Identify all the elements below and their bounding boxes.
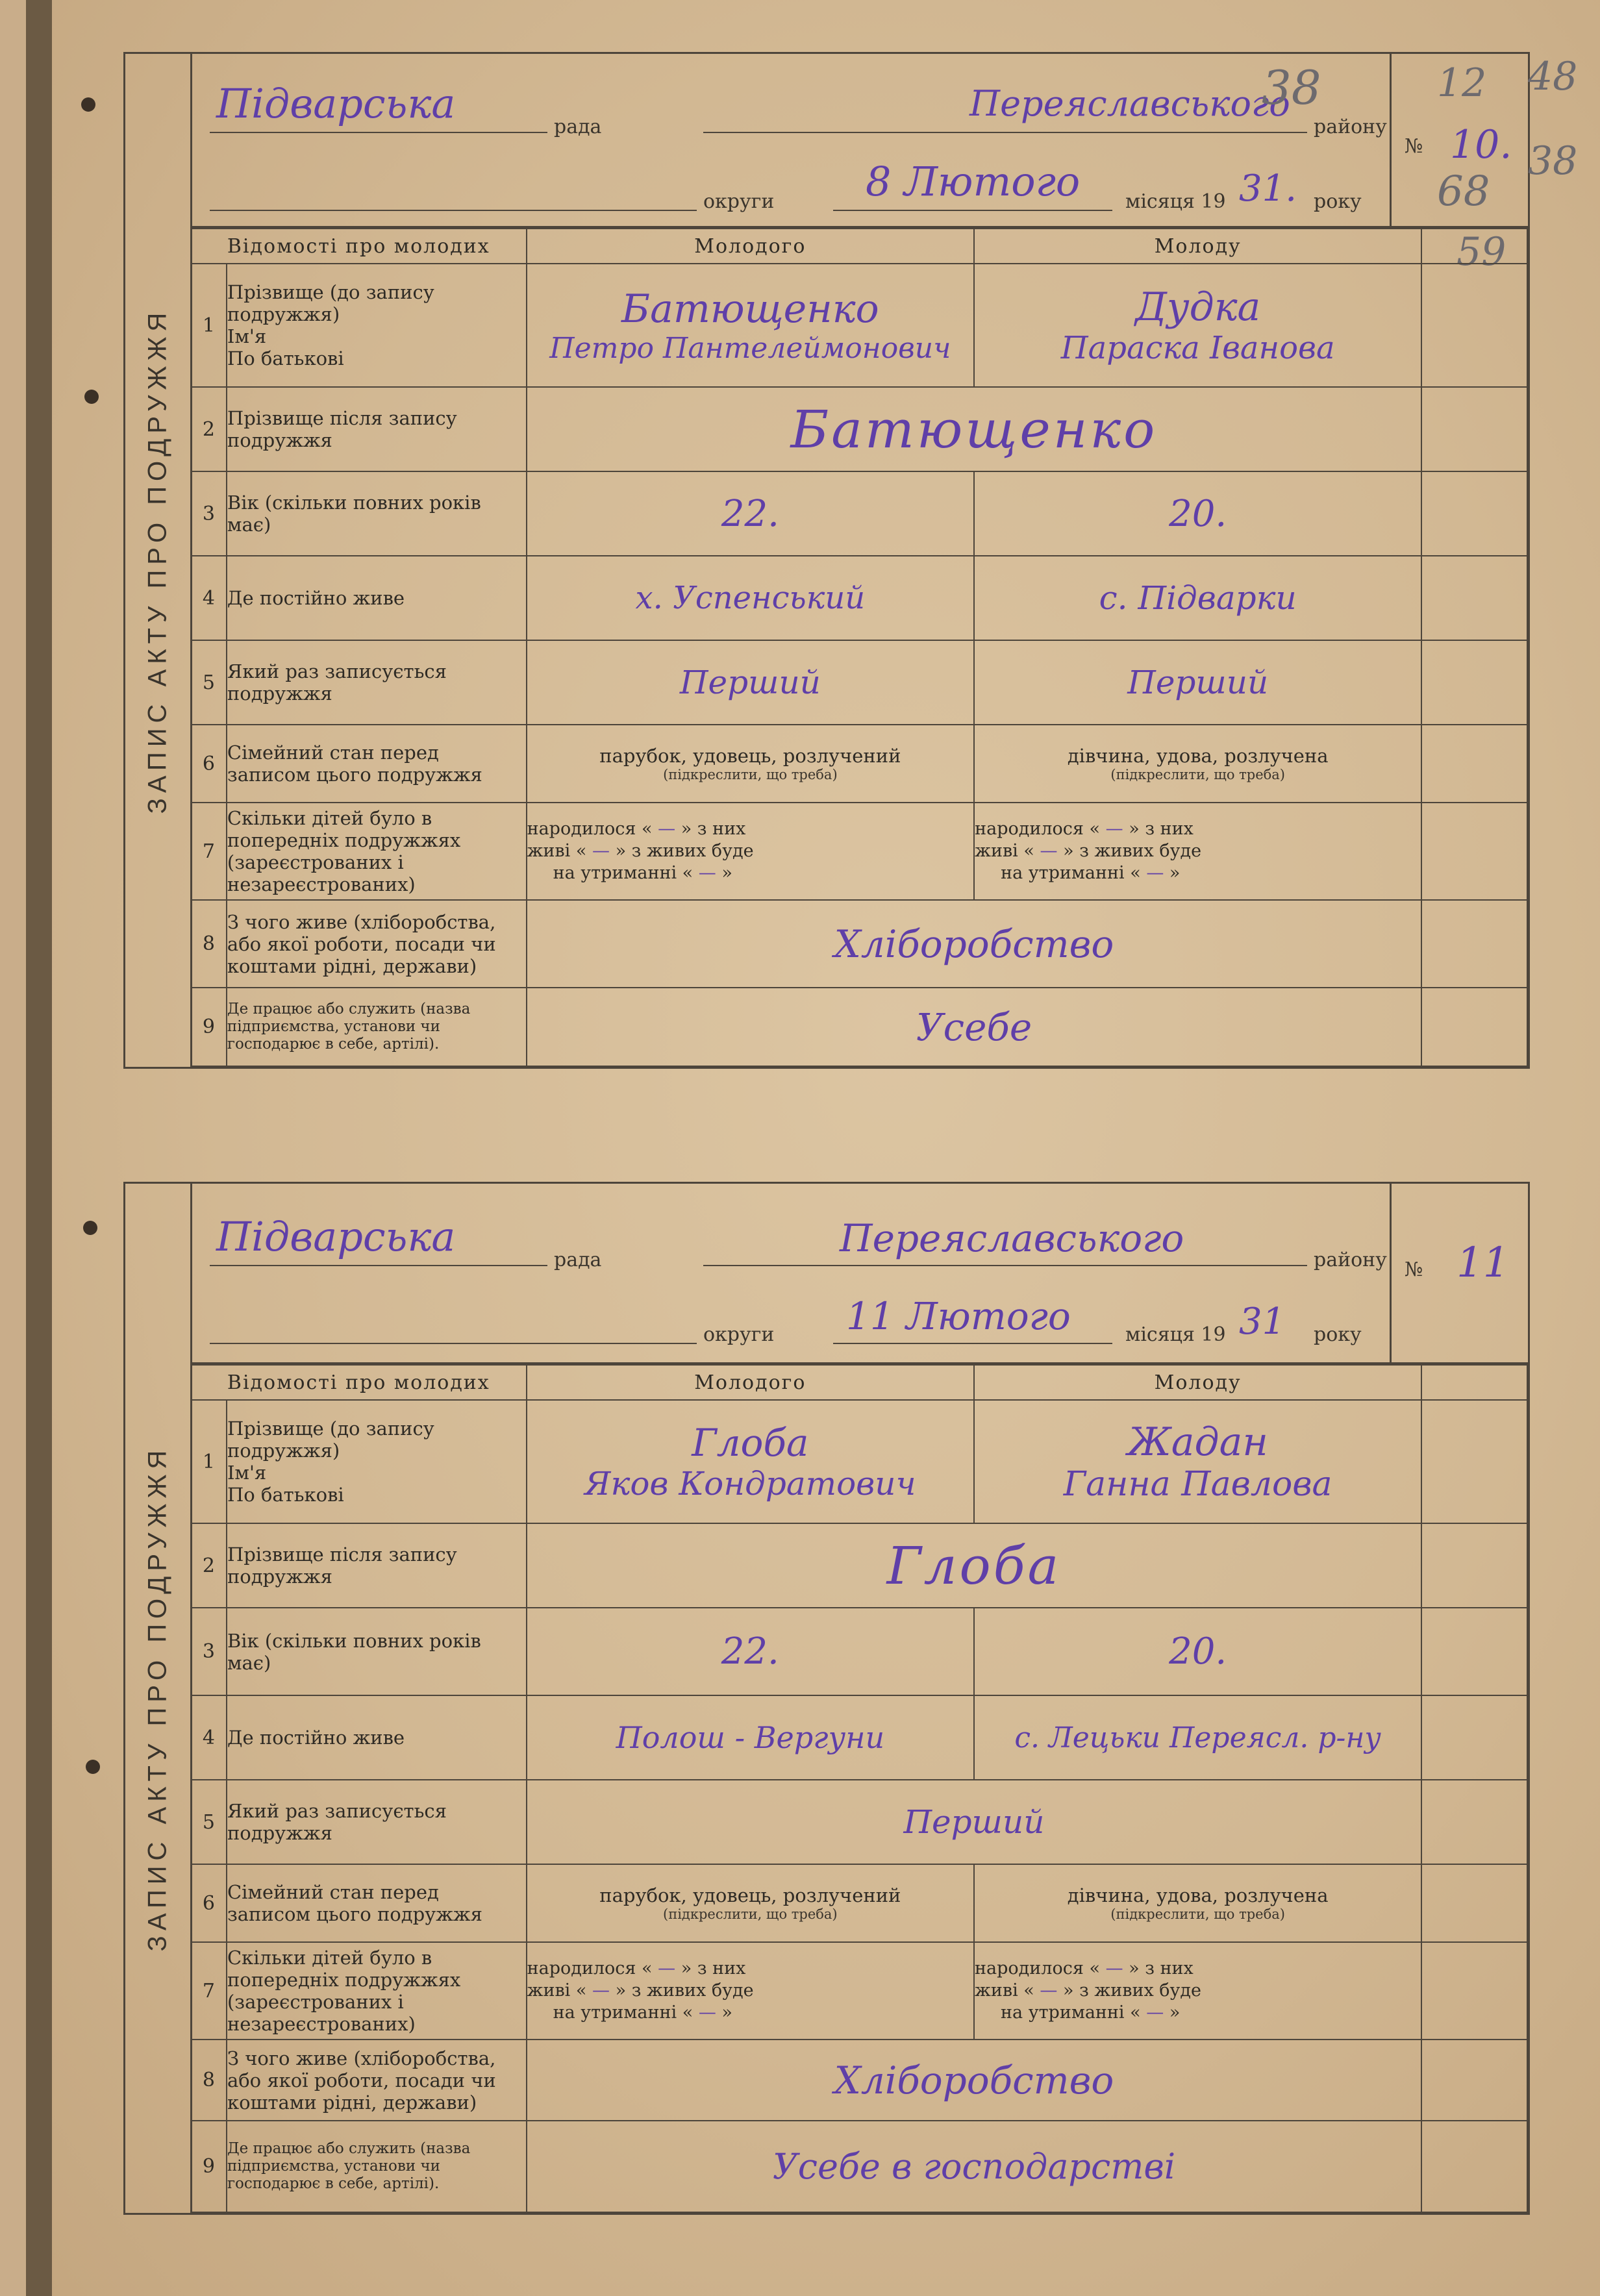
rada-value: Підварська: [216, 1213, 456, 1260]
sidebar-title: ЗАПИС АКТУ ПРО ПОДРУЖЖЯ: [143, 1445, 172, 1952]
number-label: №: [1405, 135, 1423, 158]
row-number: 8: [191, 2040, 227, 2121]
margin-number: 38: [1262, 60, 1321, 115]
rayon-value: Переяславського: [840, 1216, 1184, 1260]
marriage-record-1: [123, 52, 1578, 1069]
row-label-marital-status: Сімейний стан перед записом цього подружжя: [227, 1864, 527, 1942]
row-number: 9: [191, 988, 227, 1066]
column-header-info: Відомості про молодих: [191, 229, 527, 264]
bride-surname: Дудка: [1135, 284, 1261, 330]
row-number: 4: [191, 1695, 227, 1780]
margin-number: 48: [1528, 54, 1578, 99]
row-number: 8: [191, 900, 227, 988]
bride-name-cell: [974, 1400, 1421, 1523]
row-label-times: Який раз записується подружжя: [227, 1780, 527, 1864]
binding-hole: [81, 97, 95, 112]
marriage-record-2: [123, 1182, 1530, 2215]
sidebar-title: ЗАПИС АКТУ ПРО ПОДРУЖЖЯ: [143, 307, 172, 814]
row-number: 6: [191, 725, 227, 803]
okrug-label: округи: [703, 190, 775, 213]
column-header-info: Відомості про молодих: [191, 1365, 527, 1400]
groom-times: Перший: [527, 640, 975, 725]
bride-age: 20.: [974, 471, 1421, 556]
column-header-bride: Молоду: [974, 1365, 1421, 1400]
groom-name-cell: [527, 1400, 974, 1523]
row-number: 5: [191, 1780, 227, 1864]
record-header: [190, 54, 1528, 228]
record-header: [190, 1184, 1528, 1364]
column-header-groom: Молодого: [527, 229, 975, 264]
rayon-label: району: [1314, 116, 1387, 138]
surname-after-value: Батющенко: [527, 387, 1422, 471]
row-label-workplace: Де працює або служить (назва підприємства, установи чи господарює в себе, артілі).: [227, 988, 527, 1066]
rada-label: рада: [554, 116, 602, 138]
groom-name: Яков Кондратович: [584, 1465, 916, 1503]
row-label-children: Скільки дітей було в попередніх подружжях (зареєстрованих і незареєстрованих): [227, 1942, 527, 2040]
row-number: 5: [191, 640, 227, 725]
row-number: 6: [191, 1864, 227, 1942]
row-label-residence: Де постійно живе: [227, 1695, 527, 1780]
record-sidebar: [125, 1184, 192, 2213]
year-value: 31: [1239, 1301, 1286, 1343]
row-label-workplace: Де працює або служить (назва підприємства, установи чи господарює в себе, артілі).: [227, 2121, 527, 2212]
date-value: 8 Лютого: [866, 158, 1081, 205]
row-number: 9: [191, 2121, 227, 2212]
date-value: 11 Лютого: [846, 1294, 1071, 1338]
record-number: 11: [1456, 1239, 1510, 1287]
groom-age: 22.: [527, 1608, 974, 1695]
rada-value: Підварська: [216, 80, 456, 127]
groom-surname: Батющенко: [621, 286, 879, 332]
record-number-box: [1390, 54, 1528, 226]
row-label-surname-after: Прізвище після запису подружжя: [227, 387, 527, 471]
margin-number: 59: [1456, 229, 1506, 275]
surname-after-value: Глоба: [527, 1523, 1422, 1608]
rayon-label: району: [1314, 1249, 1387, 1271]
groom-marital-status: парубок, удовець, розлучений (підкреслити, що треба): [527, 1864, 974, 1942]
groom-children: народилося « — » з них живі « — » з живих буде на утриманні « — »: [527, 1942, 974, 2040]
row-number: 2: [191, 1523, 227, 1608]
groom-age: 22.: [527, 471, 975, 556]
groom-marital-status: парубок, удовець, розлучений (підкреслити, що треба): [527, 725, 975, 803]
livelihood-value: Хліборобство: [527, 2040, 1422, 2121]
bride-name: Ганна Павлова: [1063, 1465, 1332, 1504]
row-label-surname-after: Прізвище після запису подружжя: [227, 1523, 527, 1608]
livelihood-value: Хліборобство: [527, 900, 1422, 988]
bride-children: народилося « — » з них живі « — » з живих буде на утриманні « — »: [974, 803, 1421, 900]
row-label-livelihood: З чого живе (хліборобства, або якої роботи, посади чи коштами рідні, держави): [227, 900, 527, 988]
row-number: 1: [191, 1400, 227, 1523]
row-number: 3: [191, 471, 227, 556]
groom-residence: х. Успенський: [527, 556, 975, 640]
bride-residence: с. Лецьки Переясл. р-ну: [974, 1695, 1421, 1780]
row-label-residence: Де постійно живе: [227, 556, 527, 640]
binding-hole: [84, 390, 99, 404]
bride-children: народилося « — » з них живі « — » з живих буде на утриманні « — »: [974, 1942, 1421, 2040]
groom-name-cell: [527, 264, 975, 387]
row-label-age: Вік (скільки повних років має): [227, 1608, 527, 1695]
row-number: 1: [191, 264, 227, 387]
workplace-value: Усебе в господарстві: [527, 2121, 1422, 2212]
row-number: 2: [191, 387, 227, 471]
row-label-name: Прізвище (до запису подружжя) Ім'я По батькові: [227, 264, 527, 387]
times-value: Перший: [527, 1780, 1422, 1864]
bride-name: Параска Іванова: [1060, 330, 1335, 366]
bride-age: 20.: [974, 1608, 1421, 1695]
margin-number: 68: [1437, 168, 1490, 216]
record-sidebar: [125, 54, 192, 1067]
row-label-livelihood: З чого живе (хліборобства, або якої роботи, посади чи коштами рідні, держави): [227, 2040, 527, 2121]
column-header-bride: Молоду: [974, 229, 1421, 264]
year-label: року: [1314, 190, 1362, 213]
year-label: року: [1314, 1323, 1362, 1346]
row-label-times: Який раз записується подружжя: [227, 640, 527, 725]
margin-number: 12: [1437, 60, 1487, 106]
number-label: №: [1405, 1258, 1423, 1281]
bride-marital-status: дівчина, удова, розлучена (підкреслити, що треба): [974, 1864, 1421, 1942]
bride-name-cell: [974, 264, 1421, 387]
okrug-label: округи: [703, 1323, 775, 1346]
rada-label: рада: [554, 1249, 602, 1271]
record-number-box: [1390, 1184, 1528, 1362]
groom-surname: Глоба: [692, 1421, 809, 1465]
record-table: [190, 228, 1528, 1067]
margin-number: 38: [1528, 138, 1578, 184]
row-label-marital-status: Сімейний стан перед записом цього подружжя: [227, 725, 527, 803]
rayon-value: Переяславського: [969, 83, 1290, 124]
row-number: 7: [191, 803, 227, 900]
column-header-groom: Молодого: [527, 1365, 974, 1400]
row-label-age: Вік (скільки повних років має): [227, 471, 527, 556]
month-label: місяця 19: [1125, 1323, 1226, 1346]
bride-times: Перший: [974, 640, 1421, 725]
row-label-name: Прізвище (до запису подружжя) Ім'я По батькові: [227, 1400, 527, 1523]
bride-marital-status: дівчина, удова, розлучена (підкреслити, що треба): [974, 725, 1421, 803]
record-table: [190, 1364, 1528, 2213]
groom-children: народилося « — » з них живі « — » з живих буде на утриманні « — »: [527, 803, 975, 900]
bride-residence: с. Підварки: [974, 556, 1421, 640]
year-value: 31.: [1239, 168, 1297, 210]
binding-hole: [86, 1760, 100, 1774]
binding-hole: [83, 1221, 97, 1235]
groom-residence: Полош - Вергуни: [527, 1695, 974, 1780]
row-label-children: Скільки дітей було в попередніх подружжях (зареєстрованих і незареєстрованих): [227, 803, 527, 900]
row-number: 3: [191, 1608, 227, 1695]
row-number: 7: [191, 1942, 227, 2040]
month-label: місяця 19: [1125, 190, 1226, 213]
binding-edge: [26, 0, 52, 2296]
groom-name: Петро Пантелеймонович: [549, 331, 951, 365]
workplace-value: Усебе: [527, 988, 1422, 1066]
record-number: 10.: [1450, 122, 1512, 168]
bride-surname: Жадан: [1127, 1419, 1268, 1465]
row-number: 4: [191, 556, 227, 640]
